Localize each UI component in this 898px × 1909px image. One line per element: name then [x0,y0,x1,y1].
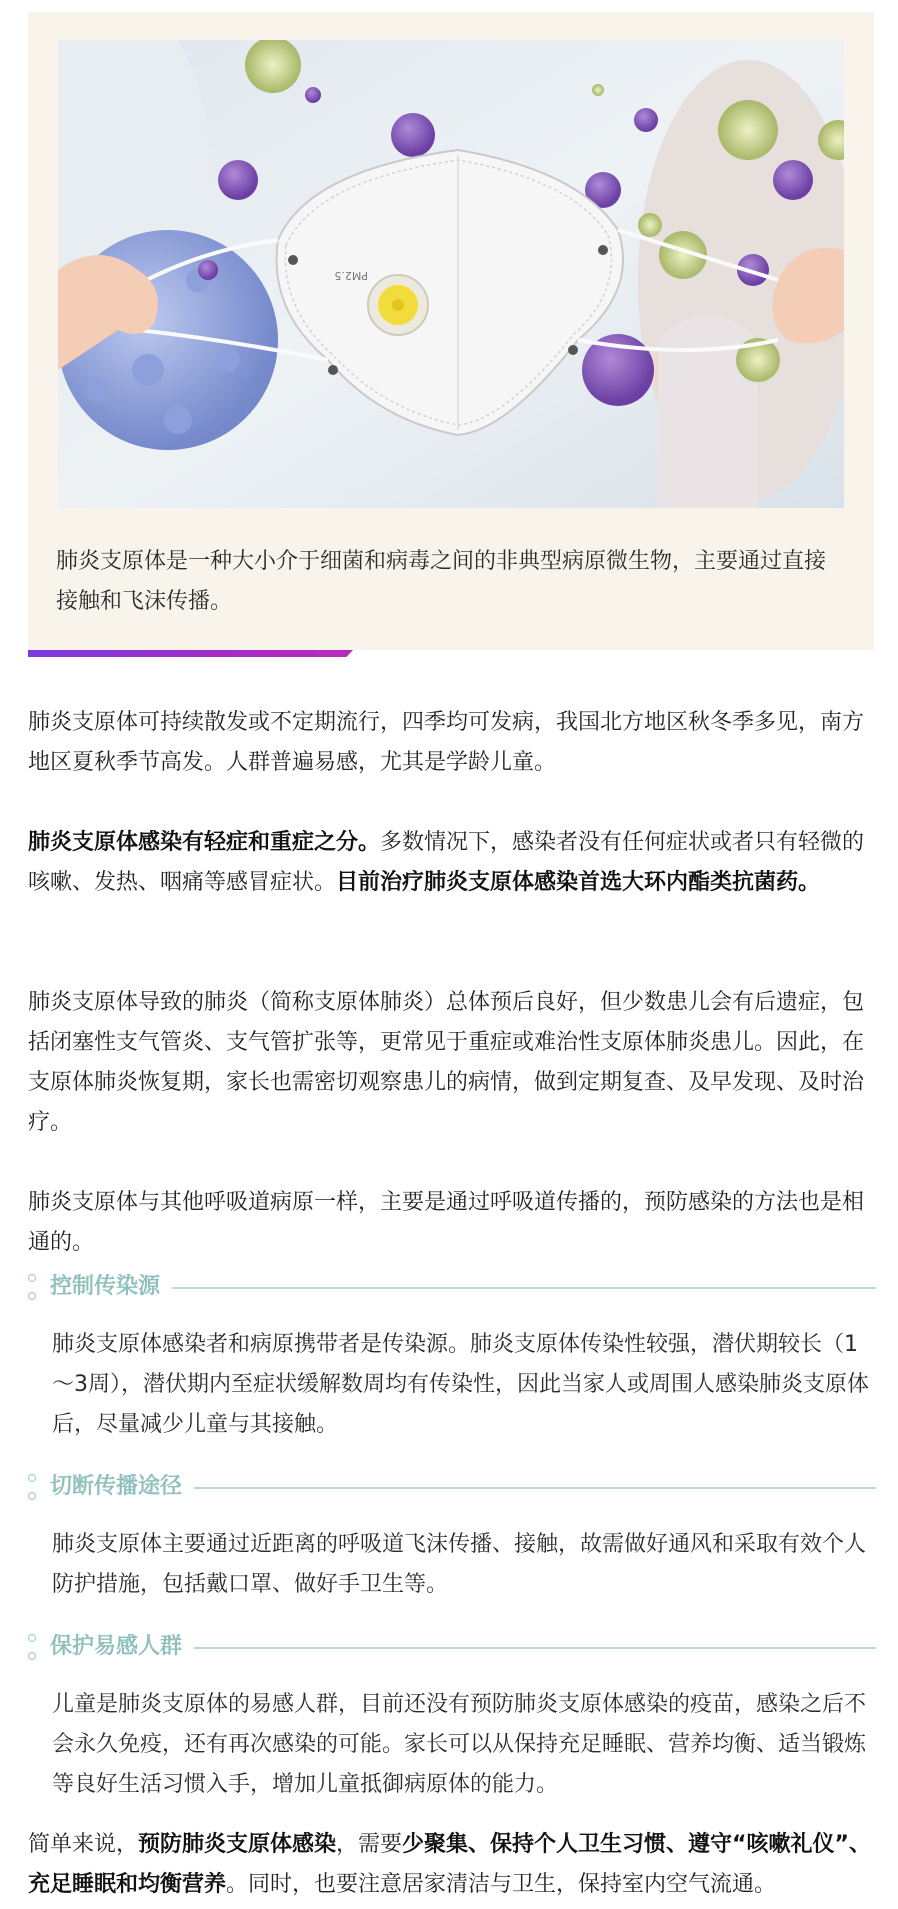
section-heading-control-source [26,1273,876,1303]
circle-dots-icon [26,1473,40,1503]
section-rule [50,1287,876,1289]
accent-divider [28,650,353,657]
image-card [28,12,874,650]
summary-lead: 简单来说， [28,1832,139,1857]
section-title: 保护易感人群 [50,1631,194,1663]
section-heading-protect-susceptible [26,1633,876,1663]
section-title: 控制传染源 [50,1271,172,1303]
paragraph-prognosis: 肺炎支原体导致的肺炎（简称支原体肺炎）总体预后良好，但少数患儿会有后遗症，包括闭塞性支气管炎、支气管扩张等，更常见于重症或难治性支原体肺炎患儿。因此，在支原体肺炎恢复期，家长也需密切观察患儿的病情，做到定期复查、及早发现、及时治疗。 [28,990,865,1135]
treatment-bold: 目前治疗肺炎支原体感染首选大环内酯类抗菌药。 [336,870,821,895]
section-body-control-source: 肺炎支原体感染者和病原携带者是传染源。肺炎支原体传染性较强，潜伏期较长（1～3周），潜伏期内至症状缓解数周均有传染性，因此当家人或周围人感染肺炎支原体后，尽量减少儿童与其接触。 [52,1332,869,1437]
hero-image [58,40,844,508]
section-heading-cut-transmission [26,1473,876,1503]
paragraph-transmission: 肺炎支原体与其他呼吸道病原一样，主要是通过呼吸道传播的，预防感染的方法也是相通的。 [28,1190,865,1255]
circle-dots-icon [26,1633,40,1663]
severity-text: 多数情况下，感染者没有任何症状或者只有轻微的咳嗽、发热、咽痛等感冒症状。 [28,830,865,895]
summary-mid: ，需要 [336,1832,403,1857]
summary-bold-prevent: 预防肺炎支原体感染 [138,1832,337,1857]
summary-bold-measures: 少聚集、保持个人卫生习惯、遵守“咳嗽礼仪”、充足睡眠和均衡营养 [28,1832,871,1897]
paragraph-summary [28,1825,876,1905]
severity-bold-lead: 肺炎支原体感染有轻症和重症之分。 [28,830,381,855]
paragraph-severity [28,823,876,903]
section-body-cut-transmission: 肺炎支原体主要通过近距离的呼吸道飞沫传播、接触，故需做好通风和采取有效个人防护措施，包括戴口罩、做好手卫生等。 [52,1532,867,1597]
mask-virus-illustration [58,40,844,508]
section-body-protect-susceptible: 儿童是肺炎支原体的易感人群，目前还没有预防肺炎支原体感染的疫苗，感染之后不会永久免疫，还有再次感染的可能。家长可以从保持充足睡眠、营养均衡、适当锻炼等良好生活习惯入手，增加儿童抵御病原体的能力。 [52,1692,867,1797]
circle-dots-icon [26,1273,40,1303]
summary-tail: 。同时，也要注意居家清洁与卫生，保持室内空气流通。 [226,1872,777,1897]
section-title: 切断传播途径 [50,1471,194,1503]
svg-text:PM2.5: PM2.5 [334,269,368,282]
image-caption: 肺炎支原体是一种大小介于细菌和病毒之间的非典型病原微生物，主要通过直接接触和飞沫传播。 [56,549,827,614]
paragraph-epidemiology: 肺炎支原体可持续散发或不定期流行，四季均可发病，我国北方地区秋冬季多见，南方地区夏秋季节高发。人群普遍易感，尤其是学龄儿童。 [28,710,865,775]
